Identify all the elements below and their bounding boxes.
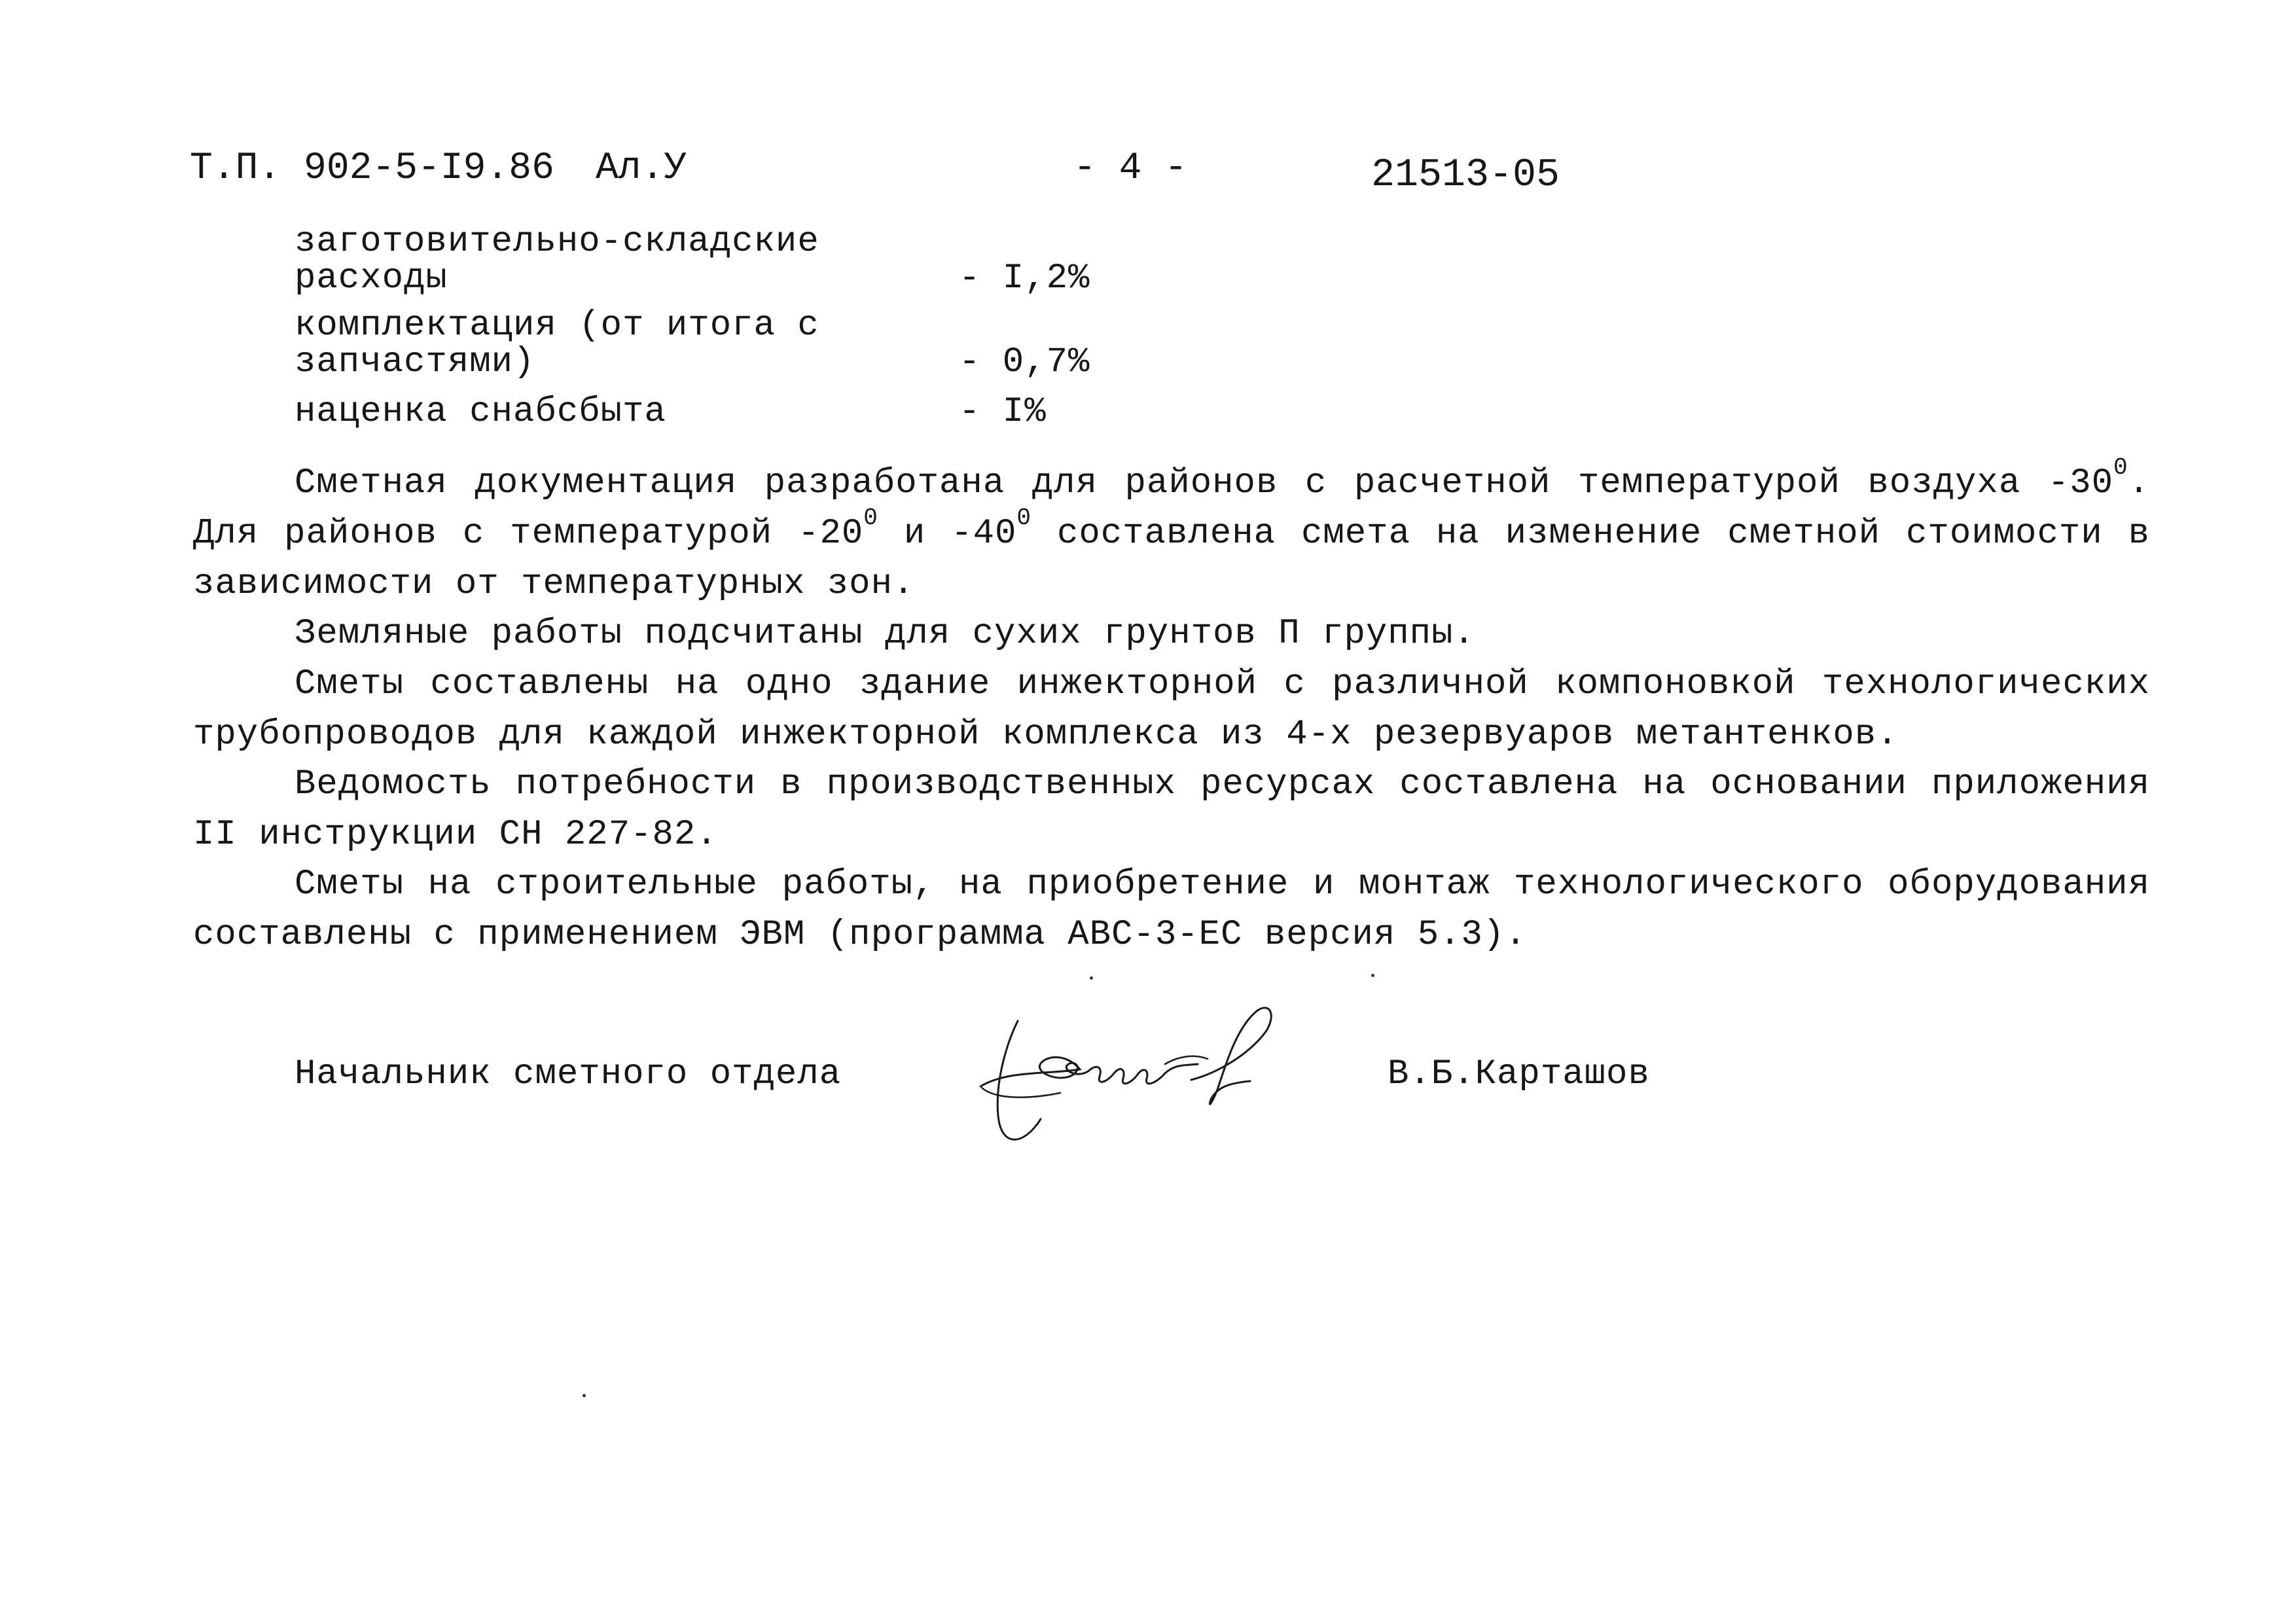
scan-speck — [1090, 976, 1093, 980]
paragraph-estimates-scope: Сметы составлены на одно здание инжекторной с различной компоновкой технологических трубопроводов для каждой инжекторной комплекса из 4-х резервуаров метантенков. — [193, 664, 2150, 755]
page-number: - 4 - — [1073, 147, 1188, 190]
paragraph-earthworks: Земляные работы подсчитаны для сухих грунтов П группы. — [295, 614, 1475, 654]
cost-item-label: наценка снабсбыта — [295, 392, 666, 432]
paragraph-temperature-zones: Сметная документация разработана для районов с расчетной температурой воздуха $-30^0$. Для районов с температурой $-20^0$ и $-40^0$ составлена смета на изменение сметной стоимости в зависимости от температурных зон. — [193, 454, 2150, 604]
signatory-name: В.Б.Карташов — [1388, 1054, 1650, 1094]
cost-item-label: запчастями) — [295, 342, 535, 382]
handwritten-signature — [969, 1001, 1309, 1158]
paragraph-computer: Сметы на строительные работы, на приобретение и монтаж технологического оборудования составлены с применением ЭВМ (программа АВС-3-ЕС версия 5.3). — [193, 865, 2150, 955]
signatory-position: Начальник сметного отдела — [295, 1054, 842, 1094]
cost-item-label: комплектация (от итога с — [295, 306, 819, 346]
stamp-number: 21513-05 — [1371, 153, 1560, 198]
cost-item-value: - 0,7% — [959, 342, 1090, 382]
cost-item-label: расходы — [295, 259, 448, 298]
paragraph-resources: Ведомость потребности в производственных ресурсах составлена на основании приложения II инструкции СН 227-82. — [193, 764, 2150, 855]
album-number: Ал.У — [596, 147, 687, 190]
scan-speck — [583, 1394, 586, 1397]
cost-item-value: - I,2% — [959, 259, 1090, 298]
scan-speck — [1371, 974, 1374, 977]
doc-code: Т.П. 902-5-I9.86 — [190, 147, 554, 190]
cost-item-value: - I% — [959, 392, 1047, 432]
cost-item-label: заготовительно-складские — [295, 222, 819, 262]
